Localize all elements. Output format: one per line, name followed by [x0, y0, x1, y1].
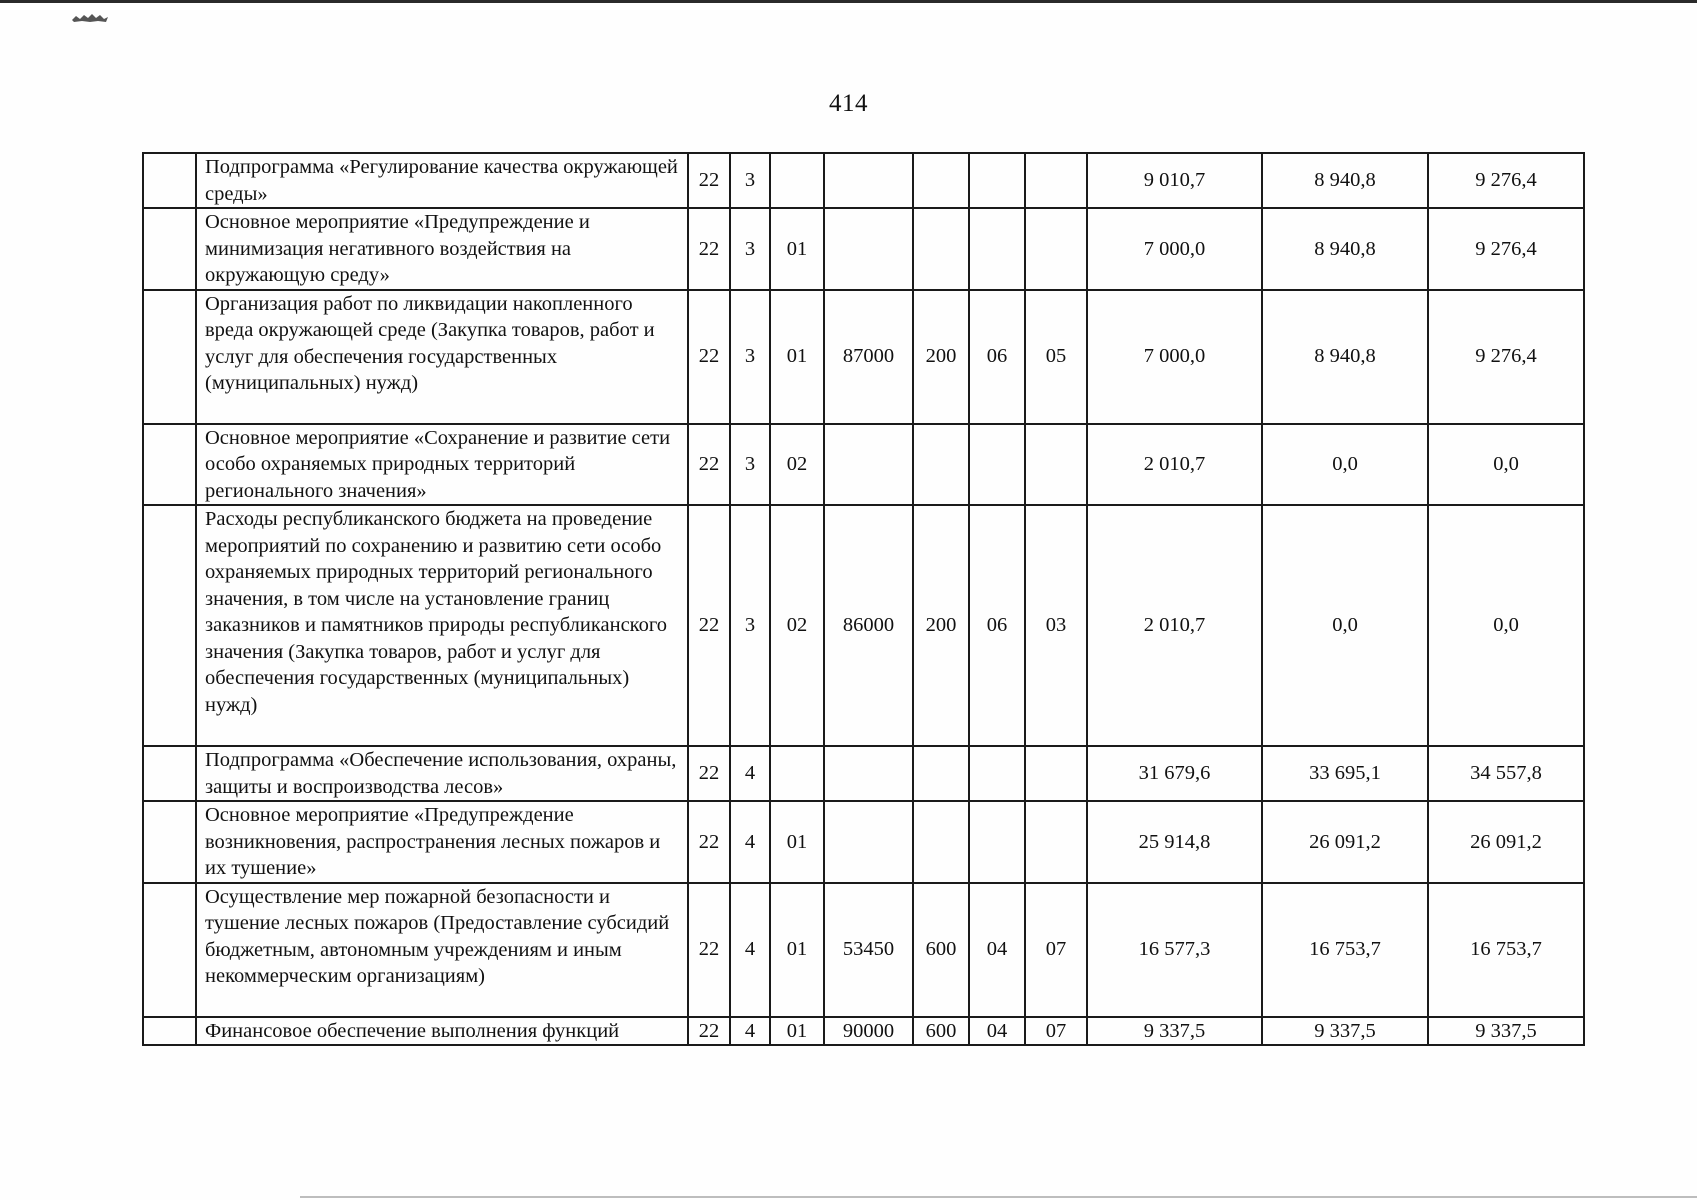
code-cell	[1025, 153, 1087, 208]
amount-cell: 9 276,4	[1428, 153, 1584, 208]
code-cell: 4	[730, 801, 770, 883]
code-cell: 53450	[824, 883, 913, 1017]
blank-index-cell	[143, 290, 196, 424]
code-cell: 4	[730, 883, 770, 1017]
amount-cell: 31 679,6	[1087, 746, 1262, 801]
table-row	[143, 746, 1584, 801]
row-name: Основное мероприятие «Предупреждение возникновения, распространения лесных пожаров и их тушение»	[196, 801, 688, 883]
code-cell: 22	[688, 746, 730, 801]
code-cell: 04	[969, 883, 1025, 1017]
code-cell	[824, 208, 913, 290]
code-cell: 03	[1025, 505, 1087, 746]
amount-cell: 9 337,5	[1262, 1017, 1428, 1046]
table-row	[143, 883, 1584, 1017]
amount-cell: 9 010,7	[1087, 153, 1262, 208]
code-cell: 3	[730, 208, 770, 290]
code-cell	[824, 424, 913, 506]
code-cell	[913, 153, 969, 208]
amount-cell: 16 753,7	[1428, 883, 1584, 1017]
code-cell	[1025, 208, 1087, 290]
code-cell	[969, 153, 1025, 208]
budget-table	[142, 152, 1585, 1046]
amount-cell: 7 000,0	[1087, 208, 1262, 290]
row-name: Расходы республиканского бюджета на проведение мероприятий по сохранению и развитию сети особо охраняемых природных территорий регионального значения, в том числе на установление границ заказников и памятников природы республиканского значения (Закупка товаров, работ и услуг для обеспечения государственных (муниципальных) нужд)	[196, 505, 688, 746]
code-cell	[913, 746, 969, 801]
blank-index-cell	[143, 1017, 196, 1046]
code-cell: 06	[969, 290, 1025, 424]
amount-cell: 2 010,7	[1087, 424, 1262, 506]
table-row	[143, 153, 1584, 208]
amount-cell: 0,0	[1262, 505, 1428, 746]
code-cell: 3	[730, 153, 770, 208]
code-cell: 86000	[824, 505, 913, 746]
code-cell: 22	[688, 1017, 730, 1046]
code-cell: 22	[688, 153, 730, 208]
code-cell: 3	[730, 290, 770, 424]
code-cell: 01	[770, 801, 824, 883]
amount-cell: 34 557,8	[1428, 746, 1584, 801]
code-cell: 07	[1025, 1017, 1087, 1046]
code-cell	[1025, 801, 1087, 883]
code-cell	[913, 424, 969, 506]
code-cell	[824, 801, 913, 883]
code-cell: 22	[688, 801, 730, 883]
row-name: Осуществление мер пожарной безопасности и тушение лесных пожаров (Предоставление субсидий бюджетным, автономным учреждениям и иным некоммерческим организациям)	[196, 883, 688, 1017]
code-cell: 01	[770, 1017, 824, 1046]
blank-index-cell	[143, 153, 196, 208]
amount-cell: 26 091,2	[1262, 801, 1428, 883]
code-cell: 04	[969, 1017, 1025, 1046]
amount-cell: 0,0	[1428, 424, 1584, 506]
code-cell	[824, 746, 913, 801]
amount-cell: 9 337,5	[1428, 1017, 1584, 1046]
table-row	[143, 1017, 1584, 1046]
code-cell: 200	[913, 290, 969, 424]
code-cell: 4	[730, 1017, 770, 1046]
blank-index-cell	[143, 746, 196, 801]
code-cell: 22	[688, 424, 730, 506]
code-cell: 01	[770, 290, 824, 424]
code-cell	[913, 801, 969, 883]
code-cell	[1025, 746, 1087, 801]
code-cell: 01	[770, 883, 824, 1017]
amount-cell: 0,0	[1262, 424, 1428, 506]
row-name: Организация работ по ликвидации накопленного вреда окружающей среде (Закупка товаров, работ и услуг для обеспечения государственных (муниципальных) нужд)	[196, 290, 688, 424]
code-cell: 05	[1025, 290, 1087, 424]
code-cell	[770, 746, 824, 801]
scan-top-edge	[0, 0, 1697, 3]
amount-cell: 8 940,8	[1262, 290, 1428, 424]
scan-speck-mark	[70, 12, 110, 24]
blank-index-cell	[143, 883, 196, 1017]
amount-cell: 2 010,7	[1087, 505, 1262, 746]
code-cell	[969, 424, 1025, 506]
amount-cell: 16 753,7	[1262, 883, 1428, 1017]
amount-cell: 0,0	[1428, 505, 1584, 746]
row-name: Подпрограмма «Обеспечение использования, охраны, защиты и воспроизводства лесов»	[196, 746, 688, 801]
code-cell	[969, 801, 1025, 883]
blank-index-cell	[143, 424, 196, 506]
code-cell: 87000	[824, 290, 913, 424]
row-name: Основное мероприятие «Предупреждение и минимизация негативного воздействия на окружающую среду»	[196, 208, 688, 290]
code-cell: 07	[1025, 883, 1087, 1017]
code-cell: 90000	[824, 1017, 913, 1046]
table-row	[143, 290, 1584, 424]
code-cell	[770, 153, 824, 208]
amount-cell: 9 276,4	[1428, 208, 1584, 290]
amount-cell: 8 940,8	[1262, 153, 1428, 208]
row-name: Финансовое обеспечение выполнения функций	[196, 1017, 688, 1046]
code-cell	[1025, 424, 1087, 506]
table-row	[143, 801, 1584, 883]
blank-index-cell	[143, 801, 196, 883]
amount-cell: 7 000,0	[1087, 290, 1262, 424]
code-cell	[969, 746, 1025, 801]
code-cell: 22	[688, 290, 730, 424]
amount-cell: 9 276,4	[1428, 290, 1584, 424]
amount-cell: 25 914,8	[1087, 801, 1262, 883]
code-cell: 600	[913, 883, 969, 1017]
amount-cell: 9 337,5	[1087, 1017, 1262, 1046]
code-cell	[913, 208, 969, 290]
code-cell: 22	[688, 208, 730, 290]
code-cell: 3	[730, 424, 770, 506]
row-name: Подпрограмма «Регулирование качества окружающей среды»	[196, 153, 688, 208]
code-cell: 01	[770, 208, 824, 290]
code-cell: 06	[969, 505, 1025, 746]
table-row	[143, 505, 1584, 746]
blank-index-cell	[143, 208, 196, 290]
table-row	[143, 424, 1584, 506]
code-cell: 200	[913, 505, 969, 746]
code-cell: 3	[730, 505, 770, 746]
code-cell: 02	[770, 505, 824, 746]
code-cell: 4	[730, 746, 770, 801]
table-row	[143, 208, 1584, 290]
code-cell: 02	[770, 424, 824, 506]
code-cell	[824, 153, 913, 208]
row-name: Основное мероприятие «Сохранение и развитие сети особо охраняемых природных территорий регионального значения»	[196, 424, 688, 506]
scan-bottom-edge	[300, 1196, 1697, 1198]
code-cell: 22	[688, 883, 730, 1017]
blank-index-cell	[143, 505, 196, 746]
code-cell: 22	[688, 505, 730, 746]
amount-cell: 8 940,8	[1262, 208, 1428, 290]
amount-cell: 26 091,2	[1428, 801, 1584, 883]
amount-cell: 33 695,1	[1262, 746, 1428, 801]
code-cell: 600	[913, 1017, 969, 1046]
code-cell	[969, 208, 1025, 290]
page-number: 414	[829, 90, 868, 117]
amount-cell: 16 577,3	[1087, 883, 1262, 1017]
